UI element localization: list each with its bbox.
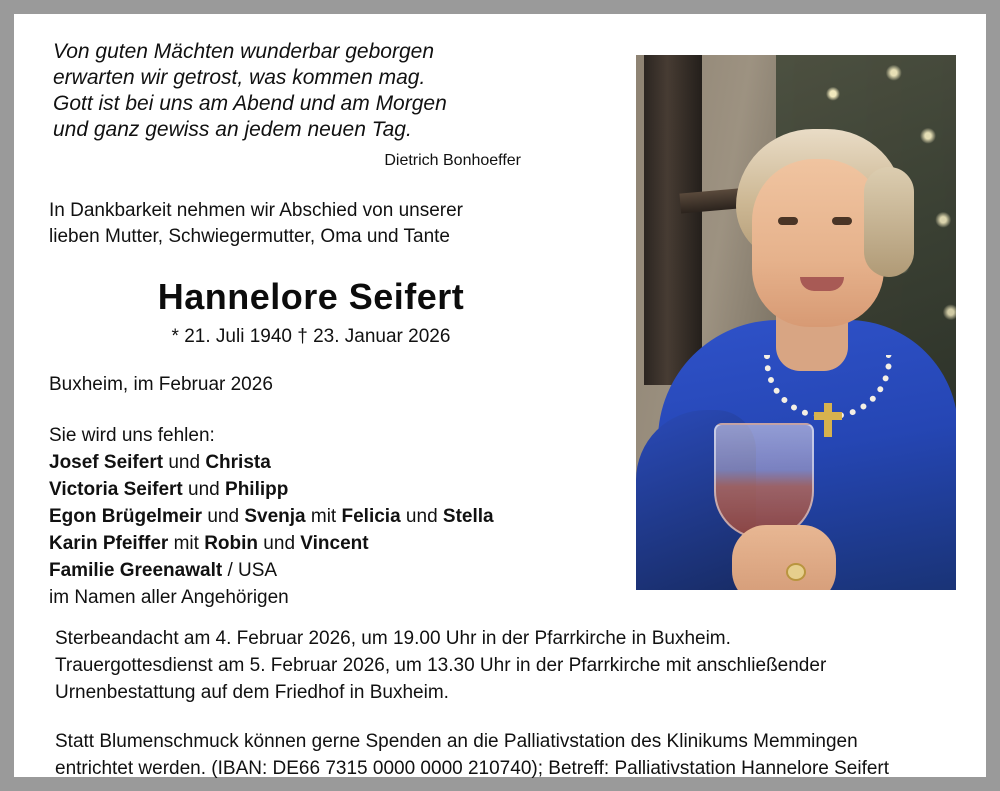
text-column xyxy=(41,39,611,611)
services-paragraph xyxy=(55,625,953,706)
survivor-child-2: Stella xyxy=(442,506,494,527)
survivor-name: Victoria Seifert xyxy=(49,479,183,500)
survivor-conj: und xyxy=(182,479,226,500)
survivors-heading: Sie wird uns fehlen: xyxy=(49,425,215,446)
survivor-row xyxy=(49,476,611,503)
intro-line-2: lieben Mutter, Schwiegermutter, Oma und Tante xyxy=(49,226,450,247)
intro-text xyxy=(49,198,611,250)
survivors-closing: im Namen aller Angehörigen xyxy=(49,587,289,608)
verse-author: Dietrich Bonhoeffer xyxy=(384,152,521,169)
donations-line-2: entrichtet werden. (IBAN: DE66 7315 0000 0000 210740); Betreff: Palliativstation Hannelore Seifert xyxy=(55,758,890,779)
survivor-row xyxy=(49,530,611,557)
survivor-conj-2: und xyxy=(258,533,301,554)
memorial-verse xyxy=(53,39,611,174)
survivor-country: / USA xyxy=(222,560,278,581)
survivor-conj-3: und xyxy=(400,506,443,527)
verse-line-3: Gott ist bei uns am Abend und am Morgen xyxy=(53,92,447,115)
services-line-1: Sterbeandacht am 4. Februar 2026, um 19.00 Uhr in der Pfarrkirche in Buxheim. xyxy=(55,628,731,649)
services-line-3: Urnenbestattung auf dem Friedhof in Buxheim. xyxy=(55,682,449,703)
survivor-conj-2: mit xyxy=(305,506,342,527)
deceased-dates: * 21. Juli 1940 † 23. Januar 2026 xyxy=(171,326,451,347)
notice-content xyxy=(17,17,983,779)
deceased-name: Hannelore Seifert xyxy=(157,276,465,317)
survivor-conj: und xyxy=(163,452,206,473)
survivor-row xyxy=(49,557,611,584)
survivor-name: Egon Brügelmeir xyxy=(49,506,203,527)
donations-paragraph xyxy=(55,728,953,782)
verse-line-1: Von guten Mächten wunderbar geborgen xyxy=(53,40,434,63)
service-details xyxy=(55,625,953,782)
inner-frame xyxy=(14,14,986,777)
survivors-block xyxy=(49,422,611,611)
survivor-conj: und xyxy=(202,506,245,527)
survivor-family: Familie Greenawalt xyxy=(49,560,223,581)
intro-line-1: In Dankbarkeit nehmen wir Abschied von unserer xyxy=(49,200,464,221)
survivor-child-1: Felicia xyxy=(341,506,401,527)
survivor-row xyxy=(49,449,611,476)
place-and-date: Buxheim, im Februar 2026 xyxy=(49,374,273,395)
verse-line-4: und ganz gewiss an jedem neuen Tag. xyxy=(53,118,412,141)
survivor-partner: Svenja xyxy=(244,506,306,527)
survivor-name: Karin Pfeiffer xyxy=(49,533,169,554)
donations-line-1: Statt Blumenschmuck können gerne Spenden an die Palliativstation des Klinikums Memmingen xyxy=(55,731,858,752)
survivor-child-1: Vincent xyxy=(300,533,369,554)
verse-line-2: erwarten wir getrost, was kommen mag. xyxy=(53,66,426,89)
survivor-name: Josef Seifert xyxy=(49,452,164,473)
services-line-2: Trauergottesdienst am 5. Februar 2026, um 13.30 Uhr in der Pfarrkirche mit anschließender xyxy=(55,655,827,676)
survivor-partner: Robin xyxy=(204,533,259,554)
survivor-row xyxy=(49,503,611,530)
survivor-conj: mit xyxy=(168,533,205,554)
survivor-partner: Christa xyxy=(205,452,271,473)
survivor-partner: Philipp xyxy=(225,479,289,500)
